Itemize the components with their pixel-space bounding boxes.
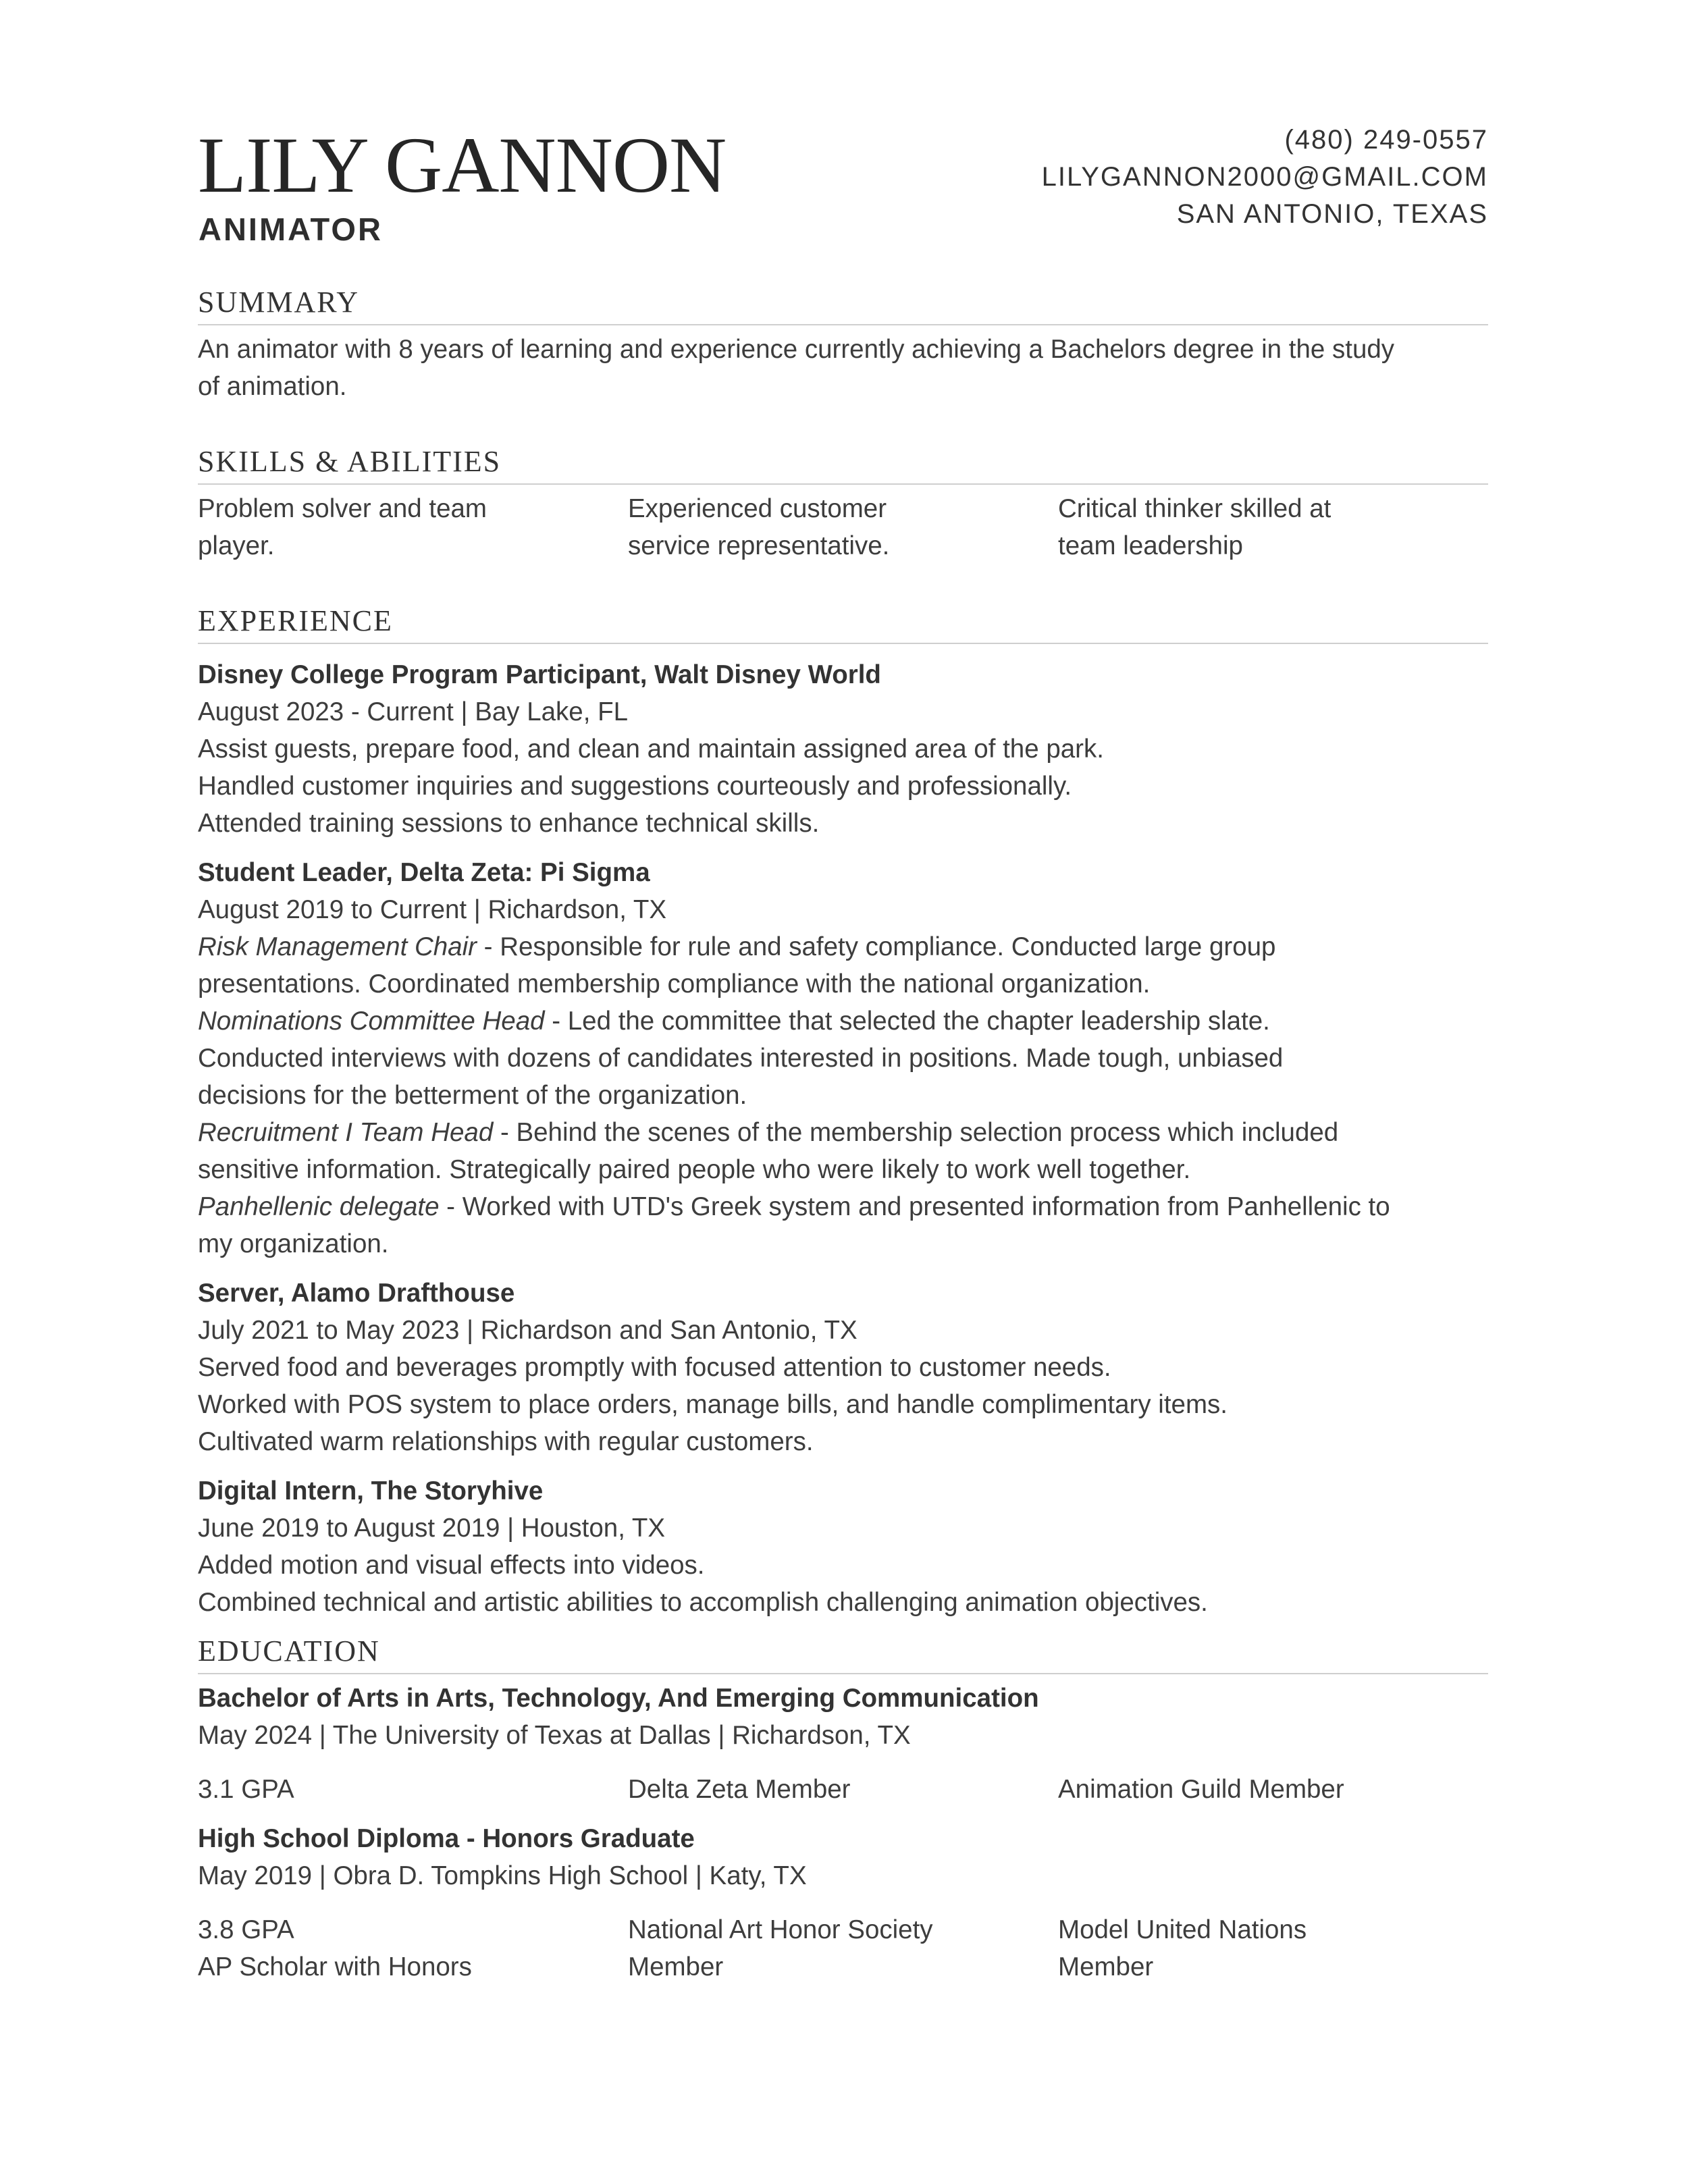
summary-line: An animator with 8 years of learning and experience currently achieving a Bachelors degree in the study [198,335,1395,364]
degree-col-line: AP Scholar with Honors [198,1952,472,1981]
skill-line: team leadership [1058,531,1243,560]
role-name: Recruitment I Team Head [198,1118,494,1147]
role-line: presentations. Coordinated membership compliance with the national organization. [198,969,1151,998]
job-line: Combined technical and artistic abilities to accomplish challenging animation objectives. [198,1588,1208,1617]
job-title: Student Leader, Delta Zeta: Pi Sigma [198,858,650,887]
degree-details: May 2024 | The University of Texas at Dallas | Richardson, TX [198,1721,911,1750]
degree-col: 3.1 GPA [198,1775,294,1804]
job-line: Handled customer inquiries and suggestions courteously and professionally. [198,772,1072,801]
role-desc: - Led the committee that selected the chapter leadership slate. [544,1007,1270,1036]
degree-entry [198,1680,1488,1754]
role-name: Risk Management Chair [198,932,477,961]
degree-col-line: Model United Nations [1058,1915,1307,1944]
email: LILYGANNON2000@GMAIL.COM [1041,162,1488,192]
role-desc: - Worked with UTD's Greek system and presented information from Panhellenic to [439,1192,1390,1221]
job-line: Served food and beverages promptly with focused attention to customer needs. [198,1353,1111,1382]
job-dates: July 2021 to May 2023 | Richardson and San Antonio, TX [198,1316,858,1345]
role-line: decisions for the betterment of the organization. [198,1081,747,1110]
job-title: Digital Intern, The Storyhive [198,1476,544,1506]
skill-line: Experienced customer [628,494,887,523]
degree-col [198,1911,628,1986]
role-line [198,1003,1488,1040]
role-line [198,928,1488,965]
summary-line: of animation. [198,372,347,401]
experience-heading: EXPERIENCE [198,602,1488,644]
job-entry [198,656,1488,842]
role-line [198,1188,1488,1225]
job-line: Cultivated warm relationships with regular customers. [198,1427,814,1456]
job-title: Server, Alamo Drafthouse [198,1279,515,1308]
degree-col: Delta Zeta Member [628,1775,851,1804]
job-entry [198,854,1488,1262]
summary-heading: SUMMARY [198,284,1488,325]
experience-section [198,602,1488,1621]
degree-columns [198,1771,1488,1808]
role-line: Conducted interviews with dozens of candidates interested in positions. Made tough, unbiased [198,1044,1284,1073]
role-line: my organization. [198,1229,389,1258]
education-heading: EDUCATION [198,1632,1488,1674]
job-line: Added motion and visual effects into videos. [198,1551,705,1580]
location: SAN ANTONIO, TEXAS [1176,199,1488,229]
degree-title: Bachelor of Arts in Arts, Technology, And Emerging Communication [198,1684,1039,1713]
job-entry [198,1472,1488,1621]
job-dates: August 2023 - Current | Bay Lake, FL [198,697,629,726]
degree-col [1058,1911,1488,1986]
skill-line: service representative. [628,531,890,560]
role-desc: - Responsible for rule and safety compliance. Conducted large group [476,932,1276,961]
job-line: Attended training sessions to enhance technical skills. [198,809,820,838]
role-desc: - Behind the scenes of the membership selection process which included [493,1118,1339,1147]
summary-text [198,331,1488,405]
degree-col-line: Member [628,1952,724,1981]
skill-line: Critical thinker skilled at [1058,494,1331,523]
summary-section [198,284,1488,405]
skills-columns [198,490,1488,564]
skills-heading: SKILLS & ABILITIES [198,443,1488,485]
degree-title: High School Diploma - Honors Graduate [198,1824,695,1853]
phone: (480) 249-0557 [1284,125,1488,155]
job-title: ANIMATOR [199,211,383,247]
role-line [198,1114,1488,1151]
candidate-name: LILY GANNON [198,121,727,209]
degree-details: May 2019 | Obra D. Tompkins High School | Katy, TX [198,1861,807,1890]
job-entry [198,1275,1488,1460]
job-title: Disney College Program Participant, Walt Disney World [198,660,881,689]
job-line: Assist guests, prepare food, and clean and maintain assigned area of the park. [198,735,1104,764]
job-dates: June 2019 to August 2019 | Houston, TX [198,1514,666,1543]
contact-block [813,122,1488,233]
role-name: Panhellenic delegate [198,1192,440,1221]
degree-columns [198,1911,1488,1986]
skill-item [628,490,1058,564]
skill-line: player. [198,531,275,560]
skill-line: Problem solver and team [198,494,487,523]
degree-col-line: National Art Honor Society [628,1915,933,1944]
job-line: Worked with POS system to place orders, manage bills, and handle complimentary items. [198,1390,1228,1419]
degree-col [628,1911,1058,1986]
skills-section [198,443,1488,564]
skill-item [198,490,628,564]
job-dates: August 2019 to Current | Richardson, TX [198,895,667,924]
degree-col-line: 3.8 GPA [198,1915,294,1944]
education-section [198,1632,1488,1986]
degree-col: Animation Guild Member [1058,1775,1344,1804]
role-line: sensitive information. Strategically paired people who were likely to work well together. [198,1155,1191,1184]
skill-item [1058,490,1488,564]
degree-entry [198,1820,1488,1894]
degree-col-line: Member [1058,1952,1154,1981]
role-name: Nominations Committee Head [198,1007,545,1036]
